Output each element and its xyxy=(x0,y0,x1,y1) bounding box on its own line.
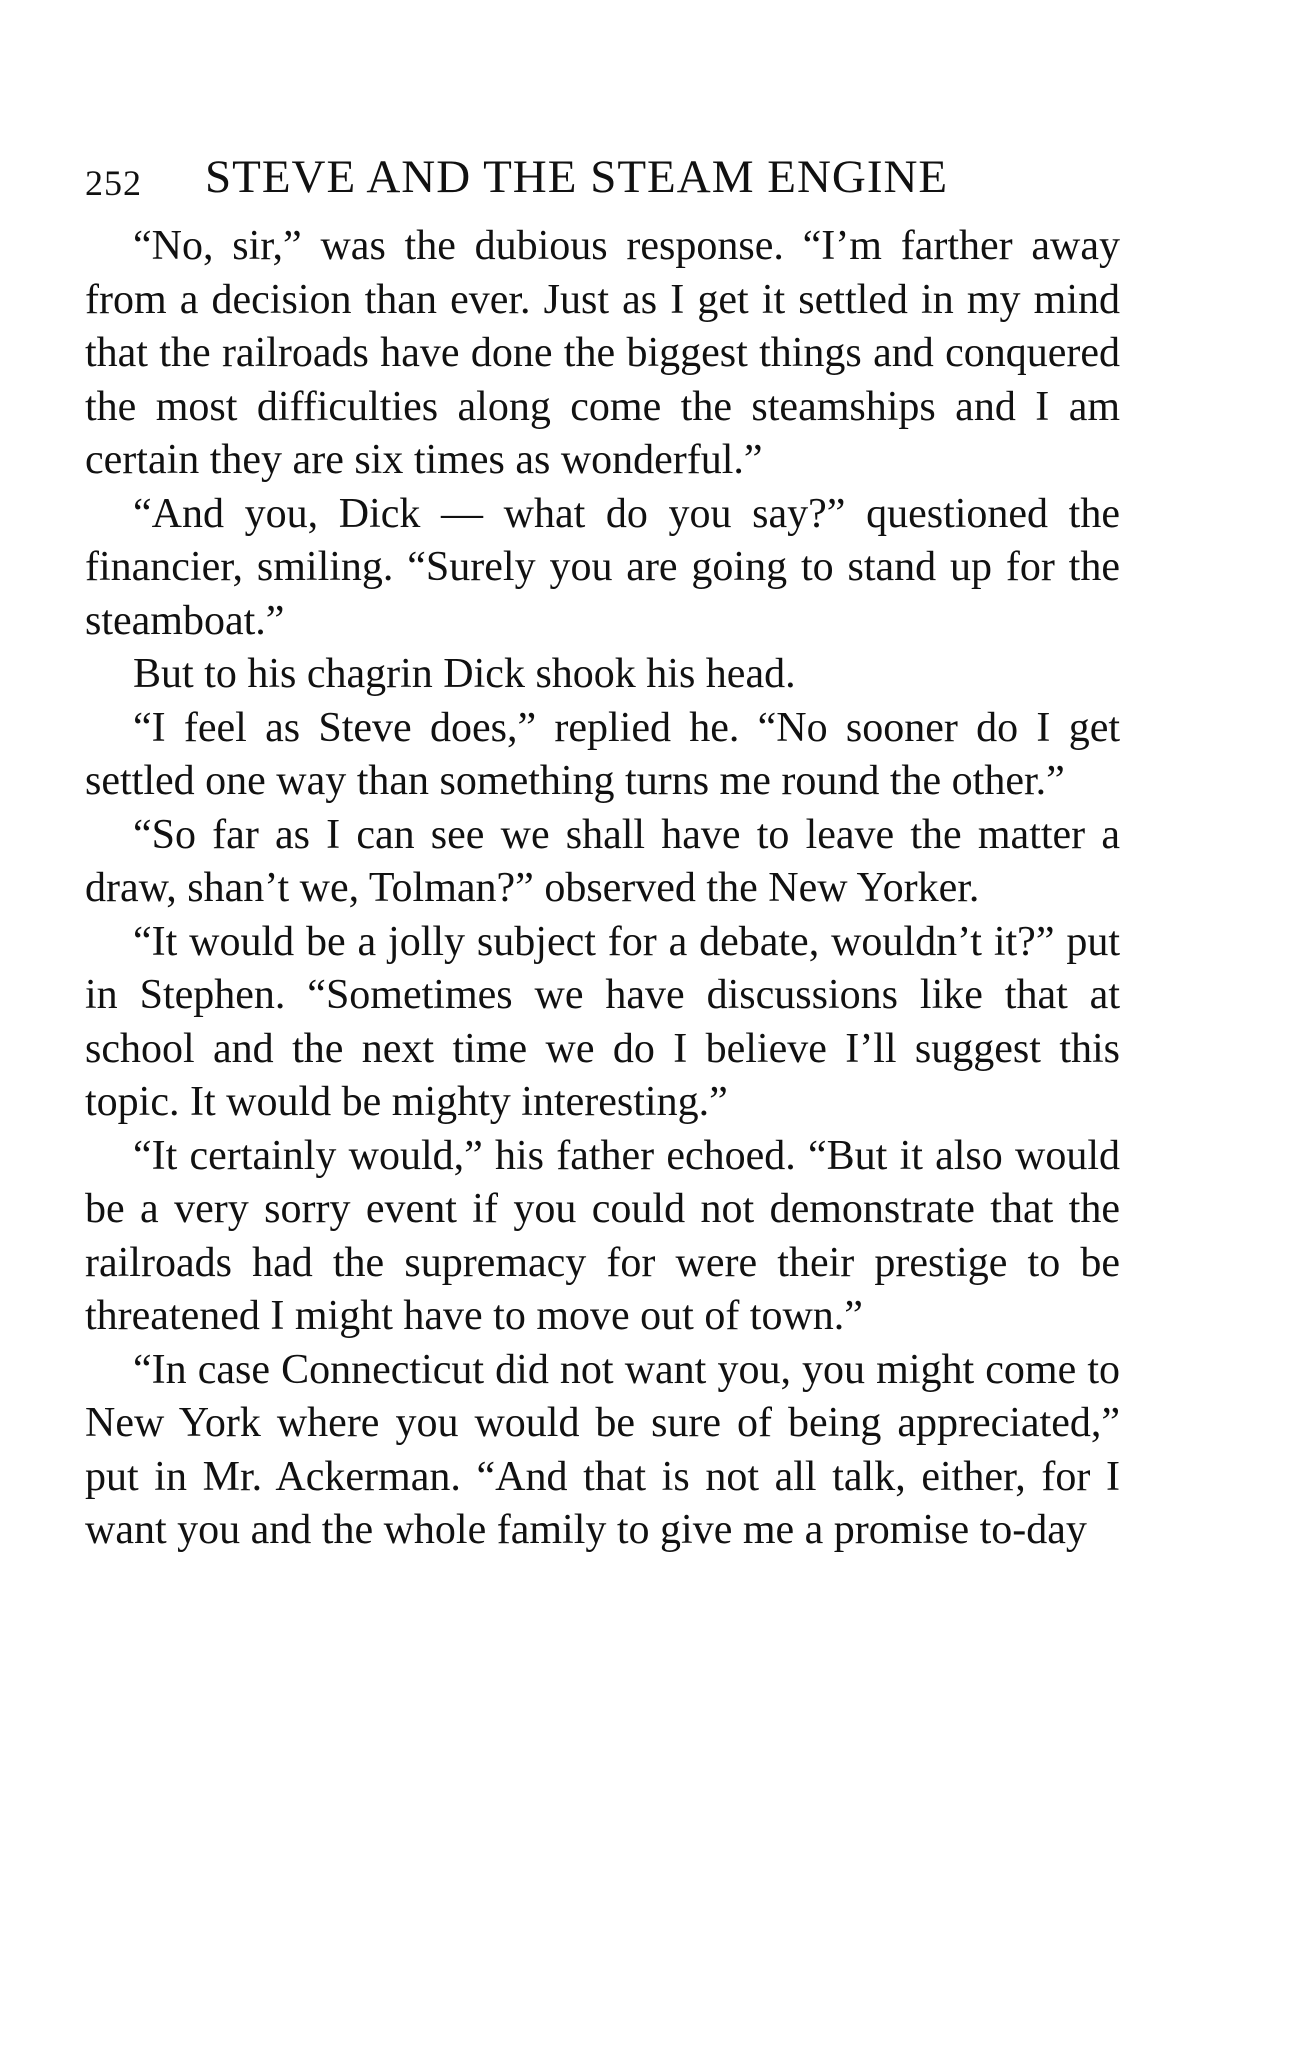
paragraph: But to his chagrin Dick shook his head. xyxy=(133,651,796,697)
paragraph: “So far as I can see we shall have to leave the matter a draw, shan’t we, Tolman?” observed the New Yorker. xyxy=(85,811,1120,911)
book-page xyxy=(85,150,1120,1558)
page-number: 252 xyxy=(85,163,142,203)
paragraph: “In case Connecticut did not want you, you might come to New York where you would be sure of being appreciated,” put in Mr. Ackerman. “And that is not all talk, either, for I want you and the whole family to give me a promise to-day xyxy=(85,1346,1120,1553)
running-title: STEVE AND THE STEAM ENGINE xyxy=(205,151,949,203)
running-header xyxy=(85,150,1120,210)
paragraph: “No, sir,” was the dubious response. “I’m farther away from a decision than ever. Just as I get it settled in my mind that the railroads have done the biggest things and conquered the most difficulties along come the steamships and I am certain they are six times as wonderful.” xyxy=(85,223,1120,483)
paragraph: “I feel as Steve does,” replied he. “No sooner do I get settled one way than something turns me round the other.” xyxy=(85,704,1120,804)
body-text xyxy=(85,220,1120,1558)
paragraph: “It would be a jolly subject for a debate, wouldn’t it?” put in Stephen. “Sometimes we have discussions like that at school and the next time we do I believe I’ll suggest this topic. It would be mighty interesting.” xyxy=(85,918,1120,1125)
paragraph: “And you, Dick — what do you say?” questioned the financier, smiling. “Surely you are going to stand up for the steamboat.” xyxy=(85,490,1120,644)
paragraph: “It certainly would,” his father echoed. “But it also would be a very sorry event if you could not demonstrate that the railroads had the supremacy for were their prestige to be threatened I might have to move out of town.” xyxy=(85,1132,1120,1339)
